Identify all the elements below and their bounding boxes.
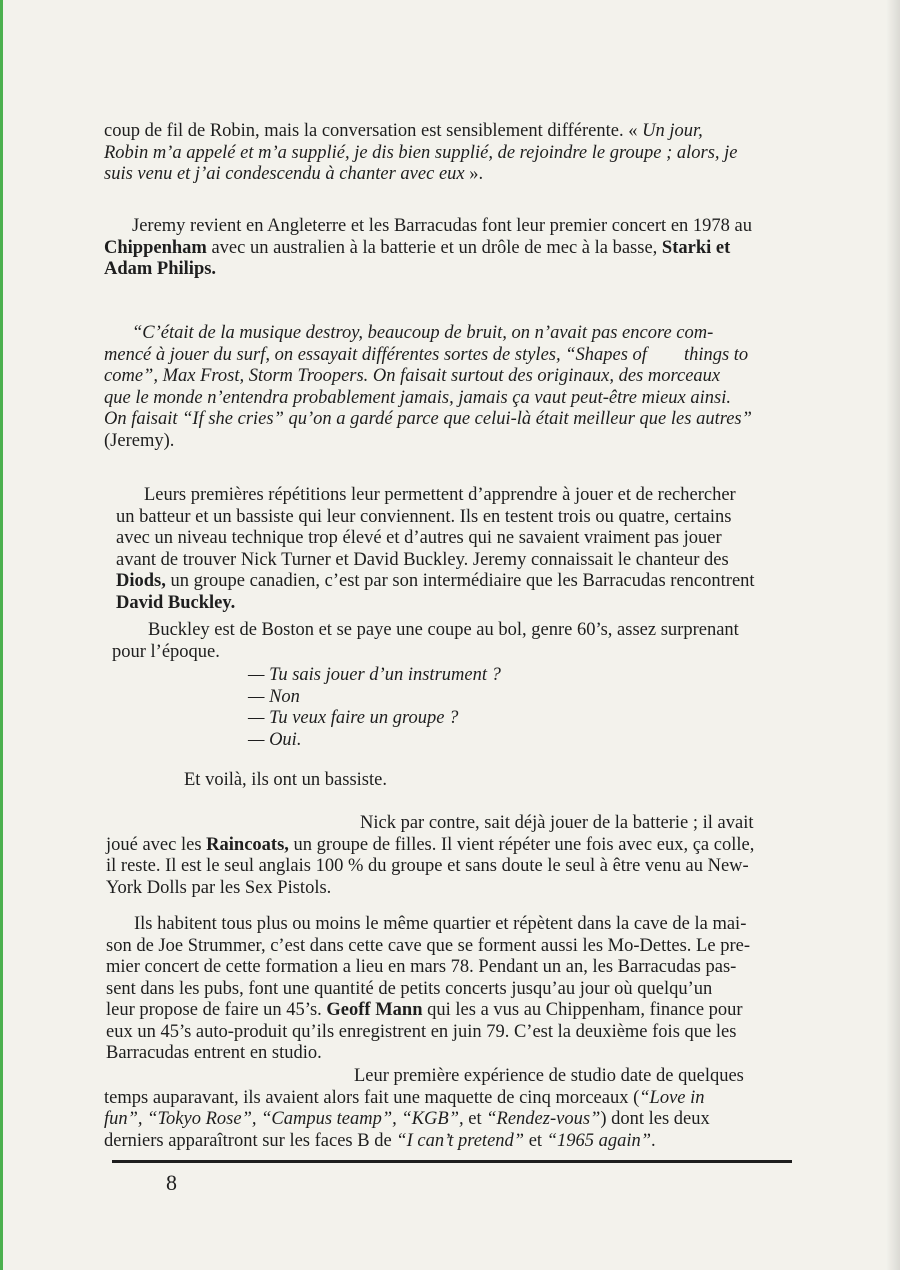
italic-run: “C’était de la musique destroy, beaucoup de bruit, on n’avait pas encore com- bbox=[132, 323, 714, 343]
text-run: avec un niveau technique trop élevé et d’autres qui ne savaient vraiment pas jouer bbox=[116, 528, 722, 548]
text-line bbox=[116, 485, 796, 507]
text-line bbox=[106, 856, 796, 878]
page-edge-marker bbox=[0, 0, 3, 1270]
text-line bbox=[104, 388, 794, 410]
text-line bbox=[104, 431, 794, 453]
text-run: il reste. Il est le seul anglais 100 % du groupe et sans doute le seul à être venu au New- bbox=[106, 856, 749, 876]
page-binding-shadow bbox=[886, 0, 900, 1270]
text-run: avec un australien à la batterie et un drôle de mec à la basse, bbox=[206, 237, 662, 258]
text-line bbox=[106, 813, 796, 835]
italic-run: come”, Max Frost, Storm Troopers. On faisait surtout des originaux, des morceaux bbox=[104, 366, 721, 386]
text-run: coup de fil de Robin, mais la conversation est sensiblement différente. « bbox=[104, 121, 643, 141]
text-run: sent dans les pubs, font une quantité de petits concerts jusqu’au jour où quelqu’un bbox=[106, 978, 713, 999]
text-line bbox=[106, 914, 796, 936]
bold-run: Geoff Mann bbox=[326, 1000, 423, 1020]
bold-run: Raincoats, bbox=[206, 834, 289, 855]
italic-run: — Non bbox=[248, 686, 300, 707]
dialogue-line bbox=[248, 665, 648, 687]
text-line bbox=[104, 164, 794, 186]
text-line bbox=[104, 216, 794, 238]
italic-run: “I can’t pretend” bbox=[396, 1130, 525, 1151]
page-number: 8 bbox=[166, 1170, 177, 1195]
dialogue-line bbox=[248, 708, 648, 730]
text-run: Buckley est de Boston et se paye une coupe au bol, genre 60’s, assez surprenant bbox=[148, 620, 739, 640]
text-run: York Dolls par les Sex Pistols. bbox=[106, 877, 332, 898]
text-run: derniers apparaîtront sur les faces B de bbox=[104, 1130, 397, 1151]
text-run: avant de trouver Nick Turner et David Buckley. Jeremy connaissait le chanteur des bbox=[116, 549, 729, 570]
paragraph-4 bbox=[116, 485, 796, 614]
bold-run: Starki et bbox=[661, 237, 731, 258]
text-line bbox=[106, 936, 796, 958]
bold-run: David Buckley. bbox=[116, 592, 236, 613]
text-line bbox=[106, 957, 796, 979]
text-run: son de Joe Strummer, c’est dans cette cave que se forment aussi les Mo-Dettes. Le pre- bbox=[106, 935, 750, 956]
text-line bbox=[104, 1131, 794, 1153]
bold-run: Adam Philips. bbox=[104, 259, 217, 279]
text-line bbox=[104, 366, 794, 388]
bold-run: Chippenham bbox=[104, 237, 207, 258]
text-run: . bbox=[651, 1130, 656, 1151]
text-line bbox=[116, 528, 796, 550]
paragraph-1 bbox=[104, 121, 794, 186]
text-line bbox=[106, 979, 796, 1001]
text-run: Jeremy revient en Angleterre et les Barracudas font leur premier concert en 1978 au bbox=[132, 216, 752, 236]
text-line bbox=[104, 1109, 794, 1131]
text-line bbox=[116, 507, 796, 529]
text-run: Leurs premières répétitions leur permettent d’apprendre à jouer et de rechercher bbox=[144, 485, 736, 505]
text-run: Leur première expérience de studio date de quelques bbox=[354, 1066, 744, 1086]
bold-run: Diods, bbox=[116, 571, 166, 591]
text-run: un batteur et un bassiste qui leur conviennent. Ils en testent trois ou quatre, certains bbox=[116, 506, 732, 527]
text-run: Et voilà, ils ont un bassiste. bbox=[184, 770, 387, 790]
text-run: leur propose de faire un 45’s. bbox=[106, 1000, 327, 1020]
text-line bbox=[104, 238, 794, 260]
text-run: joué avec les bbox=[106, 834, 207, 855]
dialogue-block bbox=[248, 665, 648, 751]
paragraph-7 bbox=[106, 813, 796, 899]
text-line bbox=[104, 409, 794, 431]
text-line bbox=[116, 550, 796, 572]
text-run: un groupe canadien, c’est par son intermédiaire que les Barracudas rencontrent bbox=[165, 571, 755, 591]
text-line bbox=[104, 323, 794, 345]
text-run: (Jeremy). bbox=[104, 430, 175, 451]
paragraph-3-quote bbox=[104, 323, 794, 452]
text-run: eux un 45’s auto-produit qu’ils enregistrent en juin 79. C’est la deuxième fois que les bbox=[106, 1021, 737, 1042]
italic-run: Un jour, bbox=[642, 121, 703, 141]
text-line bbox=[104, 259, 794, 281]
italic-run: “1965 again” bbox=[546, 1130, 652, 1151]
italic-run: — Oui. bbox=[248, 729, 302, 750]
text-line bbox=[106, 1000, 796, 1022]
italic-run: “Rendez-vous” bbox=[486, 1109, 601, 1129]
text-line bbox=[106, 1043, 796, 1065]
dialogue-line bbox=[248, 687, 648, 709]
text-line bbox=[112, 642, 802, 664]
text-line bbox=[104, 345, 794, 367]
text-run: Barracudas entrent en studio. bbox=[106, 1043, 322, 1063]
text-run: temps auparavant, ils avaient alors fait une maquette de cinq morceaux ( bbox=[104, 1087, 640, 1108]
italic-run: — Tu veux faire un groupe ? bbox=[248, 708, 459, 728]
dialogue-line bbox=[248, 730, 648, 752]
text-line bbox=[104, 1088, 794, 1110]
text-line bbox=[106, 878, 796, 900]
text-run: Ils habitent tous plus ou moins le même quartier et répètent dans la cave de la mai- bbox=[134, 914, 747, 934]
text-line bbox=[184, 770, 584, 792]
italic-run: mencé à jouer du surf, on essayait différentes sortes de styles, “Shapes of things to bbox=[104, 344, 749, 365]
italic-run: “Love in bbox=[639, 1087, 705, 1108]
text-run: et bbox=[463, 1109, 487, 1129]
paragraph-8 bbox=[106, 914, 796, 1065]
text-run: ». bbox=[464, 164, 484, 184]
paragraph-9 bbox=[104, 1066, 794, 1152]
text-run: et bbox=[524, 1130, 547, 1151]
text-line bbox=[104, 143, 794, 165]
text-line bbox=[112, 620, 802, 642]
text-line bbox=[106, 1022, 796, 1044]
italic-run: fun”, “Tokyo Rose”, “Campus teamp”, “KGB”, bbox=[104, 1109, 464, 1129]
text-run: un groupe de filles. Il vient répéter une fois avec eux, ça colle, bbox=[288, 834, 755, 855]
text-line bbox=[106, 835, 796, 857]
italic-run: suis venu et j’ai condescendu à chanter avec eux bbox=[104, 164, 465, 184]
paragraph-6 bbox=[184, 770, 584, 792]
text-run: qui les a vus au Chippenham, finance pour bbox=[422, 1000, 743, 1020]
text-run: mier concert de cette formation a lieu en mars 78. Pendant un an, les Barracudas pas- bbox=[106, 957, 737, 977]
italic-run: On faisait “If she cries” qu’on a gardé parce que celui-là était meilleur que les autres” bbox=[104, 409, 752, 429]
text-line bbox=[116, 593, 796, 615]
italic-run: Robin m’a appelé et m’a supplié, je dis bien supplié, de rejoindre le groupe ; alors, je bbox=[104, 142, 738, 163]
footer-rule bbox=[112, 1160, 792, 1163]
text-run: ) dont les deux bbox=[600, 1109, 710, 1129]
text-run: pour l’époque. bbox=[112, 641, 220, 662]
paragraph-2 bbox=[104, 216, 794, 281]
text-run: Nick par contre, sait déjà jouer de la batterie ; il avait bbox=[360, 813, 754, 833]
paragraph-5 bbox=[112, 620, 802, 663]
italic-run: que le monde n’entendra probablement jamais, jamais ça vaut peut-être mieux ainsi. bbox=[104, 387, 731, 408]
text-line bbox=[104, 121, 794, 143]
italic-run: — Tu sais jouer d’un instrument ? bbox=[248, 665, 501, 685]
text-line bbox=[116, 571, 796, 593]
text-line bbox=[104, 1066, 794, 1088]
